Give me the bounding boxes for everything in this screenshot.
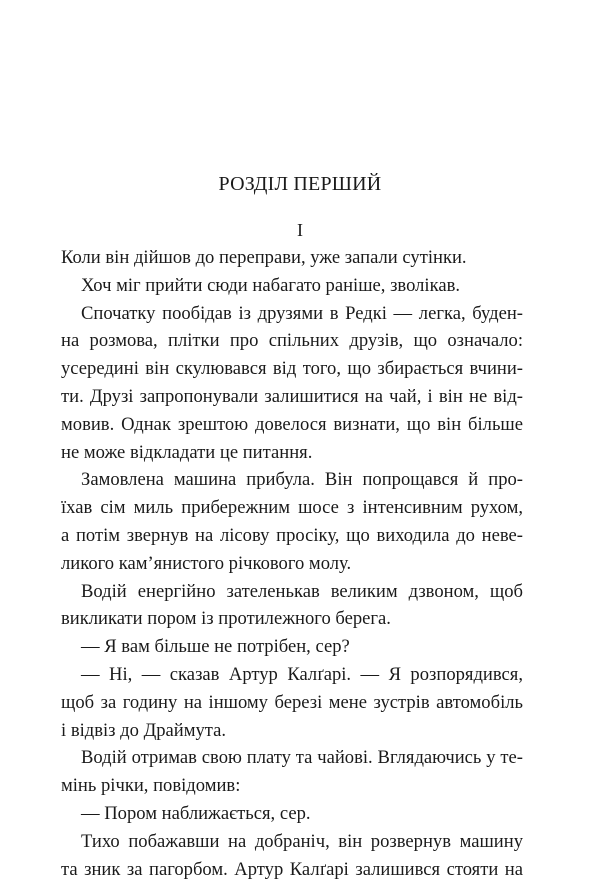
section-number: I bbox=[297, 220, 303, 240]
text-line: ти. Друзі запропонували залишитися на чай, і він не від- bbox=[61, 385, 523, 407]
text-line: та зник за пагорбом. Артур Калґарі залишився стояти на bbox=[61, 858, 523, 880]
text-line: щоб за годину на іншому березі мене зустрів автомобіль bbox=[61, 691, 523, 713]
text-line: Спочатку пообідав із друзями в Редкі — легка, буден- bbox=[81, 302, 523, 324]
text-line: викликати пором із протилежного берега. bbox=[61, 608, 391, 630]
text-line: мінь річки, повідомив: bbox=[61, 775, 241, 797]
text-line: Водій отримав свою плату та чайові. Вглядаючись у те- bbox=[81, 747, 523, 769]
chapter-title: РОЗДІЛ ПЕРШИЙ bbox=[218, 173, 382, 195]
text-line: Хоч міг прийти сюди набагато раніше, зволікав. bbox=[81, 274, 461, 296]
text-line: на розмова, плітки про спільних друзів, що означало: bbox=[61, 330, 523, 352]
text-line: — Ні, — сказав Артур Калґарі. — Я розпорядився, bbox=[81, 663, 523, 685]
text-line: Водій енергійно зателенькав великим дзвоном, щоб bbox=[81, 580, 523, 602]
text-line: Коли він дійшов до переправи, уже запали сутінки. bbox=[61, 247, 467, 268]
text-line: ликого кам’янистого річкового молу. bbox=[61, 552, 352, 574]
text-line: і відвіз до Драймута. bbox=[61, 719, 227, 741]
text-line: усередині він скулювався від того, що збирається вчини- bbox=[61, 358, 523, 380]
text-line: Тихо побажавши на добраніч, він розвернув машину bbox=[81, 830, 523, 852]
text-line: — Пором наближається, сер. bbox=[81, 802, 311, 824]
text-line: мовив. Однак зрештою довелося визнати, що він більше bbox=[61, 413, 523, 435]
text-line: не може відкладати це питання. bbox=[61, 441, 313, 463]
text-line: їхав сім миль прибережним шосе з інтенсивним рухом, bbox=[61, 497, 523, 519]
text-line: а потім звернув на лісову просіку, що виходила до неве- bbox=[61, 524, 523, 546]
text-line: — Я вам більше не потрібен, сер? bbox=[81, 636, 350, 658]
text-line: Замовлена машина прибула. Він попрощався й про- bbox=[81, 469, 523, 491]
body-text bbox=[61, 244, 523, 883]
